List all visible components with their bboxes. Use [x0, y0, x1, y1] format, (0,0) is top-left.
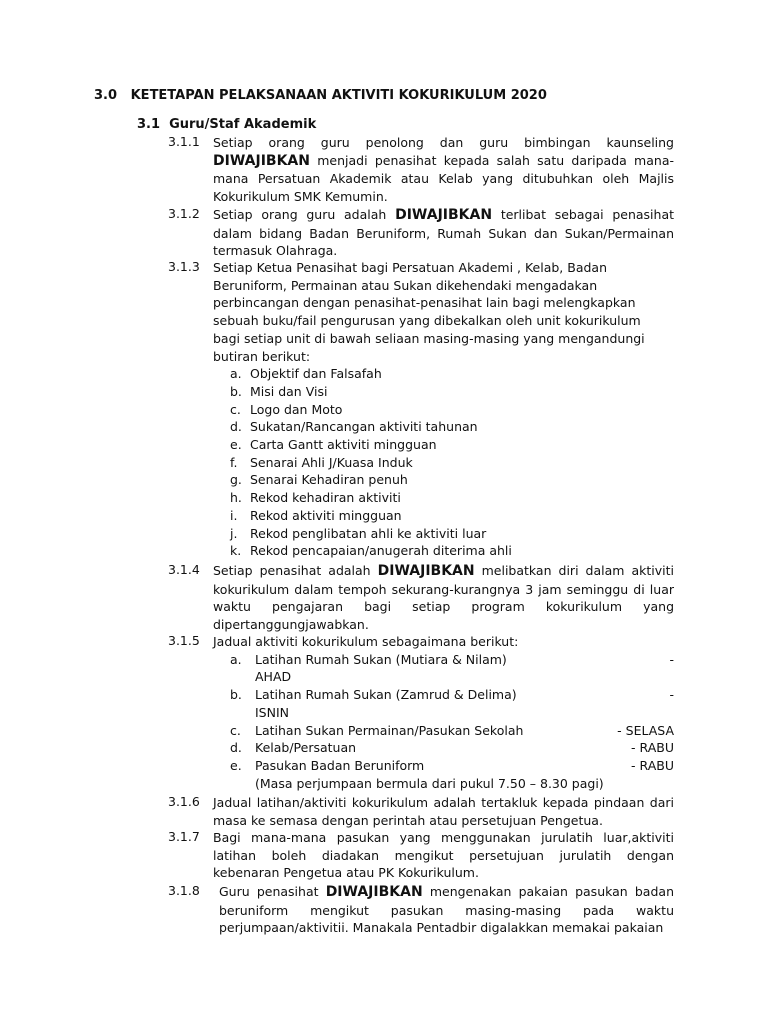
schedule-note: (Masa perjumpaan bermula dari pukul 7.50 – 8.30 pagi): [255, 775, 604, 791]
keyword-diwajibkan: DIWAJIBKAN: [395, 207, 493, 223]
clause-text: Setiap orang guru penolong dan guru bimbingan kaunseling DIWAJIBKAN menjadi penasihat kepada salah satu daripada mana-mana Persatuan Akademik atau Kelab yang ditubuhkan oleh Majlis Kokurikulum SMK Kemumin.: [213, 135, 674, 205]
list-item: a. Objektif dan Falsafah: [230, 366, 382, 382]
clause-number: 3.1.4: [168, 562, 200, 577]
clause-number: 3.1.3: [168, 259, 200, 274]
clause-text: Jadual aktiviti kokurikulum sebagaimana berikut: a. Latihan Rumah Sukan (Mutiara & Nilam) - AHAD b. Latihan Rumah Sukan (Zamrud & Delima) - ISNIN c. Latihan Sukan Permainan/Pasukan Sekolah - SELASA d. Kelab/Persatuan - RABU e. Pasukan Badan Beruniform - RABU (Masa perjumpaan bermula dari pukul 7.50 – 8.30 pagi): [213, 634, 674, 791]
clause-3-1-7: [168, 829, 674, 882]
list-item: g. Senarai Kehadiran penuh: [230, 472, 408, 488]
list-item: d. Sukatan/Rancangan aktiviti tahunan: [230, 419, 478, 435]
clause-text: Setiap orang guru adalah DIWAJIBKAN terlibat sebagai penasihat dalam bidang Badan Beruniform, Rumah Sukan dan Sukan/Permainan termasuk Olahraga.: [213, 207, 674, 259]
clause-number: 3.1.2: [168, 206, 200, 221]
clause-3-1-8: [168, 883, 674, 937]
schedule-item: d. Kelab/Persatuan - RABU: [230, 740, 674, 756]
section-number: 3.0: [94, 88, 118, 103]
clause-3-1-4: [168, 562, 674, 634]
subsection-heading: [137, 117, 316, 132]
keyword-diwajibkan: DIWAJIBKAN: [213, 152, 310, 169]
subsection-number: 3.1: [137, 117, 161, 132]
keyword-diwajibkan: DIWAJIBKAN: [377, 563, 475, 579]
list-item: b. Misi dan Visi: [230, 383, 328, 399]
list-item: j. Rekod penglibatan ahli ke aktiviti luar: [230, 525, 487, 541]
schedule-item: a. Latihan Rumah Sukan (Mutiara & Nilam) - AHAD: [230, 651, 674, 685]
list-item: f. Senarai Ahli J/Kuasa Induk: [230, 454, 413, 470]
clause-number: 3.1.7: [168, 829, 200, 844]
list-item: e. Carta Gantt aktiviti mingguan: [230, 437, 437, 453]
clause-3-1-3: [168, 259, 674, 560]
clause-number: 3.1.5: [168, 633, 200, 648]
required-contents-list: [213, 365, 674, 560]
subsection-title: Guru/Staf Akademik: [169, 117, 317, 132]
clause-number: 3.1.8: [168, 883, 200, 898]
list-item: c. Logo dan Moto: [230, 401, 343, 417]
clause-number: 3.1.6: [168, 794, 200, 809]
list-item: k. Rekod pencapaian/anugerah diterima ahli: [230, 543, 512, 559]
schedule-item: e. Pasukan Badan Beruniform - RABU: [230, 757, 674, 773]
list-item: i. Rekod aktiviti mingguan: [230, 507, 402, 523]
schedule-item: b. Latihan Rumah Sukan (Zamrud & Delima) - ISNIN: [230, 687, 674, 720]
list-item: h. Rekod kehadiran aktiviti: [230, 490, 401, 506]
clause-3-1-1: [168, 134, 674, 206]
section-title: KETETAPAN PELAKSANAAN AKTIVITI KOKURIKULUM 2020: [130, 88, 547, 103]
clause-text: Jadual latihan/aktiviti kokurikulum adalah tertakluk kepada pindaan dari masa ke semasa dengan perintah atau persetujuan Pengetua.: [213, 795, 674, 828]
clause-text: Setiap penasihat adalah DIWAJIBKAN melibatkan diri dalam aktiviti kokurikulum dalam tempoh sekurang-kurangnya 3 jam seminggu di luar waktu pengajaran bagi setiap program kokurikulum yang dipertanggungjawabkan.: [213, 563, 674, 633]
keyword-diwajibkan: DIWAJIBKAN: [325, 884, 423, 900]
clause-3-1-6: [168, 794, 674, 829]
clause-3-1-5: [168, 633, 674, 792]
clause-text: Setiap Ketua Penasihat bagi Persatuan Akademi , Kelab, Badan Beruniform, Permainan atau Sukan dikehendaki mengadakan perbincangan dengan penasihat-penasihat lain bagi melengkapkan sebuah buku/fail pengurusan yang dibekalkan oleh unit kokurikulum bagi setiap unit di bawah seliaan masing-masing yang mengandungi butiran berikut: a. Objektif dan Falsafah b. Misi dan Visi c. Logo dan Moto d. Sukatan/Rancangan aktiviti tahunan e. Carta Gantt aktiviti mingguan f. Senarai Ahli J/Kuasa Induk g. Senarai Kehadiran penuh h. Rekod kehadiran aktiviti i. Rekod aktiviti mingguan j. Rekod penglibatan ahli ke aktiviti luar k. Rekod pencapaian/anugerah diterima ahli: [213, 259, 674, 560]
clause-number: 3.1.1: [168, 134, 200, 149]
clause-text: Guru penasihat DIWAJIBKAN mengenakan pakaian pasukan badan beruniform mengikut pasukan masing-masing pada waktu perjumpaan/aktivitii. Manakala Pentadbir digalakkan memakai pakaian: [219, 884, 674, 936]
schedule-list: [213, 651, 674, 775]
clause-text: Bagi mana-mana pasukan yang menggunakan jurulatih luar,aktiviti latihan boleh diadakan mengikut persetujuan jurulatih dengan kebenaran Pengetua atau PK Kokurikulum.: [213, 830, 674, 881]
section-heading: [94, 88, 547, 103]
clause-3-1-2: [168, 206, 674, 260]
schedule-item: c. Latihan Sukan Permainan/Pasukan Sekolah - SELASA: [230, 722, 674, 738]
